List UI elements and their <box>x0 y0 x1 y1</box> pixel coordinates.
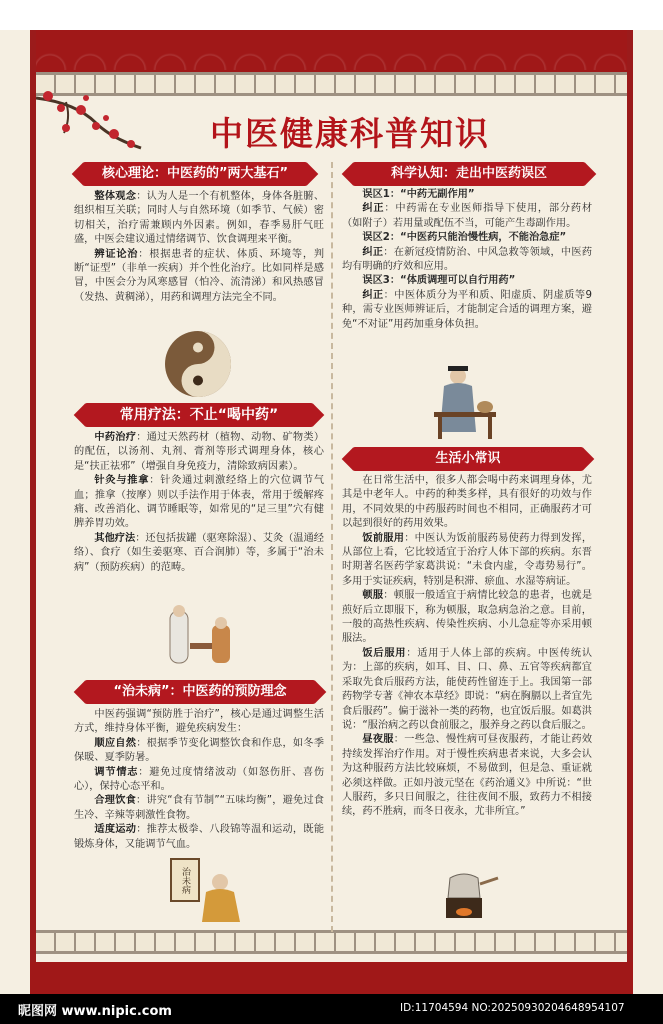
doctor-pulse-icon <box>160 603 240 673</box>
fix-3-label: 纠正 <box>362 289 384 301</box>
label-emotion: 调节情志 <box>94 766 139 778</box>
text-herbal: ：通过天然药材（植物、动物、矿物类）的配伍，以汤剂、丸剂、膏剂等形式调理身体，核心是“扶正祛邪”（增强自身免疫力，清除致病因素）。 <box>74 432 325 472</box>
scroll-text: 治未病 <box>170 858 200 902</box>
scholar-scroll-illustration <box>170 858 244 922</box>
label-other: 其他疗法 <box>94 532 136 544</box>
fix-3-text: ：中医体质分为平和质、阳虚质、阴虚质等9种，需专业医师辨证后，才能制定合适的调理方案，避免“不对证”用药加重身体负担。 <box>342 289 592 330</box>
fix-2-label: 纠正 <box>362 246 384 258</box>
misconceptions-body <box>342 188 592 332</box>
label-herbal: 中药治疗 <box>94 432 137 443</box>
physician-at-desk-icon <box>430 362 500 442</box>
text-other: ：还包括拔罐（驱寒除湿）、艾灸（温通经络）、食疗（如生姜驱寒、百合润肺）等，多属于“治未病”（预防疾病）的范畴。 <box>74 532 324 573</box>
life-tips-body <box>342 474 592 820</box>
text-after-meal: ：适用于人体上部的疾病。中医传统认为：上部的疾病，如耳、目、口、鼻、五官等疾病都宜采取先食后服药方法，能使药性留连于上。我国第一部药物学专著《神农本草经》即说：“病在胸膈以上者宜先食后服药”。偏于滋补一类的药物，也宜饭后服。如葛洪说：“服治病之药以食前服之，服养身之药以食后服之。 <box>342 647 593 731</box>
top-margin <box>0 0 663 30</box>
fix-1-text: ：中药需在专业医师指导下使用，部分药材（如附子）若用量或配伍不当，可能产生毒副作用。 <box>342 203 593 229</box>
label-after-meal: 饭后服用 <box>362 647 407 659</box>
section-heading-therapies: 常用疗法：不止“喝中药” <box>84 403 314 427</box>
label-syndrome: 辨证论治 <box>94 248 139 260</box>
yin-yang-herbs-icon <box>164 330 232 398</box>
watermark-bar <box>0 994 663 1024</box>
label-day-night: 昼夜服 <box>362 734 394 746</box>
watermark-id: ID:11704594 NO:20250930204648954107 <box>400 1002 625 1014</box>
label-before-meal: 饭前服用 <box>362 532 405 544</box>
myth-1: 误区1：“中药无副作用” <box>362 189 475 200</box>
myth-3: 误区3：“体质调理可以自行用药” <box>362 275 516 287</box>
tips-intro: 在日常生活中，很多人都会喝中药来调理身体，尤其是中老年人。中药的种类多样，具有很好的功效与作用，不同效果的中药服药时间也不相同，正确服药才可以起到很好的药用效果。 <box>342 475 592 530</box>
text-day-night: ：一些急、慢性病可昼夜服药，才能让药效持续发挥治疗作用。对于慢性疾病患者来说，大多会认为这种服药方法比较麻烦，不易做到，但是急、重证就必须这样做。正如丹波元坚在《药治通义》中所说：“世人服药，多只日间服之，往往夜间不服，致药力不相接续，药不胜病，而冬日夜永，尤非所宜。” <box>342 734 593 818</box>
therapies-body <box>74 431 324 575</box>
label-single-dose: 顿服 <box>362 590 384 602</box>
section-heading-prevention: “治未病”：中医药的预防理念 <box>84 680 316 704</box>
watermark-site: 昵图网 www.nipic.com <box>18 1004 172 1019</box>
page-title: 中医健康科普知识 <box>210 114 490 153</box>
text-single-dose: ：顿服一般适宜于病情比较急的患者，也就是煎好后立即服下，称为顿服，取急病急治之意。目前，一般的高热性疾病、传染性疾病、小儿急症等亦采用顿服法。 <box>342 590 593 645</box>
label-diet: 合理饮食 <box>94 795 137 807</box>
fix-1-label: 纠正 <box>362 203 385 215</box>
plum-blossom-icon <box>36 78 146 158</box>
herbal-pot-icon <box>430 868 502 926</box>
label-exercise: 适度运动 <box>94 824 137 836</box>
section-heading-life-tips: 生活小常识 <box>352 447 584 471</box>
prevention-body <box>74 708 324 852</box>
myth-2: 误区2：“中医药只能治慢性病，不能治急症” <box>362 232 567 244</box>
scholar-icon <box>200 872 244 922</box>
bottom-lattice <box>36 930 627 954</box>
text-emotion: ：避免过度情绪波动（如怒伤肝、喜伤心），保持心态平和。 <box>74 766 325 793</box>
label-acupuncture: 针灸与推拿 <box>94 475 150 487</box>
section-heading-misconceptions: 科学认知：走出中医药误区 <box>352 162 586 186</box>
prevention-intro: 中医药强调“预防胜于治疗”，核心是通过调整生活方式，维持身体平衡，避免疾病发生： <box>74 709 324 735</box>
fix-2-text: ：在新冠疫情防治、中风急救等领域，中医药均有明确的疗效和应用。 <box>342 246 593 273</box>
label-holism: 整体观念 <box>94 191 137 202</box>
text-before-meal: ：中医认为饭前服药易使药力得到发挥，从部位上看，它比较适宜于治疗人体下部的疾病。东晋时期著名医药学家葛洪说：“未食内虚，令毒势易行”。多用于实证疾病，特别是积滞、瘀血、水湿等病证。 <box>342 532 593 587</box>
text-holism: ：认为人是一个有机整体，身体各脏腑、组织相互关联；同时人与自然环境（如季节、气候）密切相关，治疗需兼顾内外因素。例如，春季易肝气旺盛，中医会建议通过情绪调节、饮食调理来平衡。 <box>74 191 325 246</box>
text-diet: ：讲究“食有节制”“五味均衡”，避免过食生冷、辛辣等刺激性食物。 <box>74 795 324 821</box>
core-theory-body <box>74 190 324 305</box>
text-acupuncture: ：针灸通过刺激经络上的穴位调节气血；推拿（按摩）则以手法作用于体表，常用于缓解疼痛、改善消化、调节睡眠等，如常见的“足三里”穴有健脾养胃功效。 <box>74 475 325 530</box>
column-divider <box>331 162 333 932</box>
section-heading-core-theory: 核心理论：中医药的”两大基石” <box>82 162 308 186</box>
text-syndrome: ：根据患者的症状、体质、环境等，判断“证型”（非单一疾病）并个性化治疗。比如同样是感冒，中医会分为风寒感冒（怕冷、流清涕）和风热感冒（发热、黄稠涕），用药和调理方法完全不同。 <box>74 248 325 303</box>
label-nature: 顺应自然 <box>94 737 137 749</box>
bottom-border-pattern <box>30 962 633 994</box>
text-exercise: ：推荐太极拳、八段锦等温和运动，既能锻炼身体，又能调节气血。 <box>74 824 325 850</box>
text-nature: ：根据季节变化调整饮食和作息，如冬季保暖、夏季防暑。 <box>74 737 325 764</box>
